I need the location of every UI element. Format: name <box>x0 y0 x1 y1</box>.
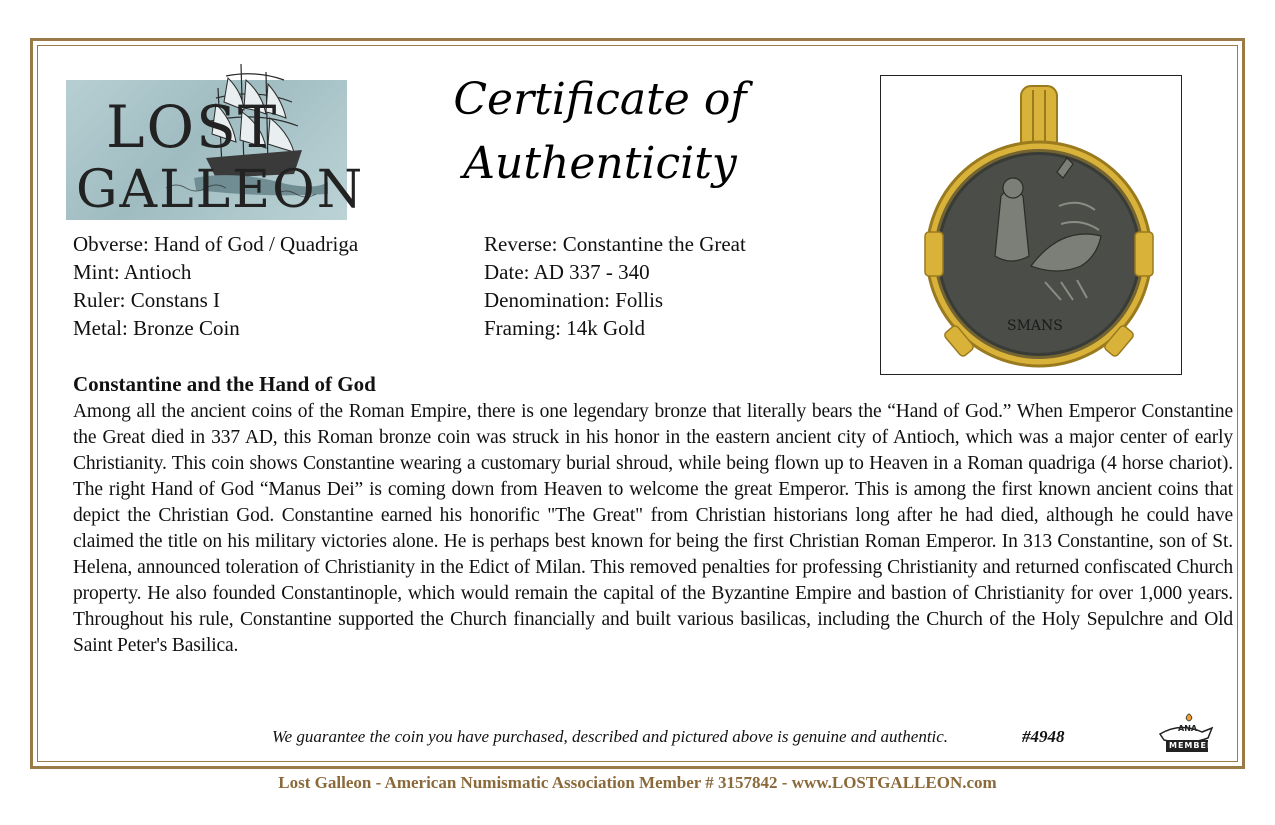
spec-reverse: Reverse: Constantine the Great <box>484 232 746 256</box>
title-line-2: Authenticity <box>463 138 737 189</box>
section-heading: Constantine and the Hand of God <box>73 372 376 396</box>
spec-metal: Metal: Bronze Coin <box>73 316 240 340</box>
ana-badge-top: ANA <box>1178 724 1198 733</box>
coin-photo-frame <box>880 75 1182 375</box>
specs-left-column <box>73 230 358 342</box>
ana-member-badge <box>1150 706 1222 761</box>
lost-galleon-logo <box>66 80 365 220</box>
spec-ruler: Ruler: Constans I <box>73 288 220 312</box>
specs-right-column <box>484 230 746 342</box>
guarantee-statement: We guarantee the coin you have purchased, described and pictured above is genuine and authentic. <box>272 727 949 746</box>
ana-badge-bottom: MEMBER <box>1169 741 1215 750</box>
logo-text-lost: LOST <box>106 93 279 161</box>
coin-pendant-image <box>881 76 1181 374</box>
spec-date: Date: AD 337 - 340 <box>484 260 650 284</box>
spec-framing: Framing: 14k Gold <box>484 316 645 340</box>
certificate-number: #4948 <box>1022 727 1065 746</box>
description-paragraph: Among all the ancient coins of the Roman Empire, there is one legendary bronze that literally bears the “Hand of God.” When Emperor Constantine the Great died in 337 AD, this Roman bronze coin was struck in his honor in the eastern ancient city of Antioch, which was a major center of early Christianity. This coin shows Constantine wearing a customary burial shroud, while being flown up to Heaven in a Roman quadriga (4 horse chariot). The right Hand of God “Manus Dei” is coming down from Heaven to welcome the great Emperor. This is among the first known ancient coins that depict the Christian God. Constantine earned his honorific "The Great" from Christian historians long after he had died, although he could have claimed the title on his military victories alone. He is perhaps best known for being the first Christian Roman Emperor. In 313 Constantine, son of St. Helena, announced toleration of Christianity in the Edict of Milan. This removed penalties for professing Christianity and returned confiscated Church property. He also founded Constantinople, which would remain the capital of the Byzantine Empire and bastion of Christianity for over 1,000 years. Throughout his rule, Constantine supported the Church financially and built various basilicas, including the Church of the Holy Sepulchre and Old Saint Peter's Basilica. <box>73 401 1233 656</box>
svg-text:SMANS: SMANS <box>1007 318 1063 334</box>
logo-text-galleon: GALLEON <box>76 160 365 220</box>
spec-mint: Mint: Antioch <box>73 260 192 284</box>
title-line-1: Certificate of <box>453 74 747 125</box>
footer-membership-line: Lost Galleon - American Numismatic Association Member # 3157842 - www.LOSTGALLEON.com <box>278 773 997 792</box>
spec-denomination: Denomination: Follis <box>484 288 664 312</box>
description-body <box>73 399 1233 659</box>
spec-obverse: Obverse: Hand of God / Quadriga <box>73 232 359 256</box>
certificate-title <box>440 68 760 196</box>
